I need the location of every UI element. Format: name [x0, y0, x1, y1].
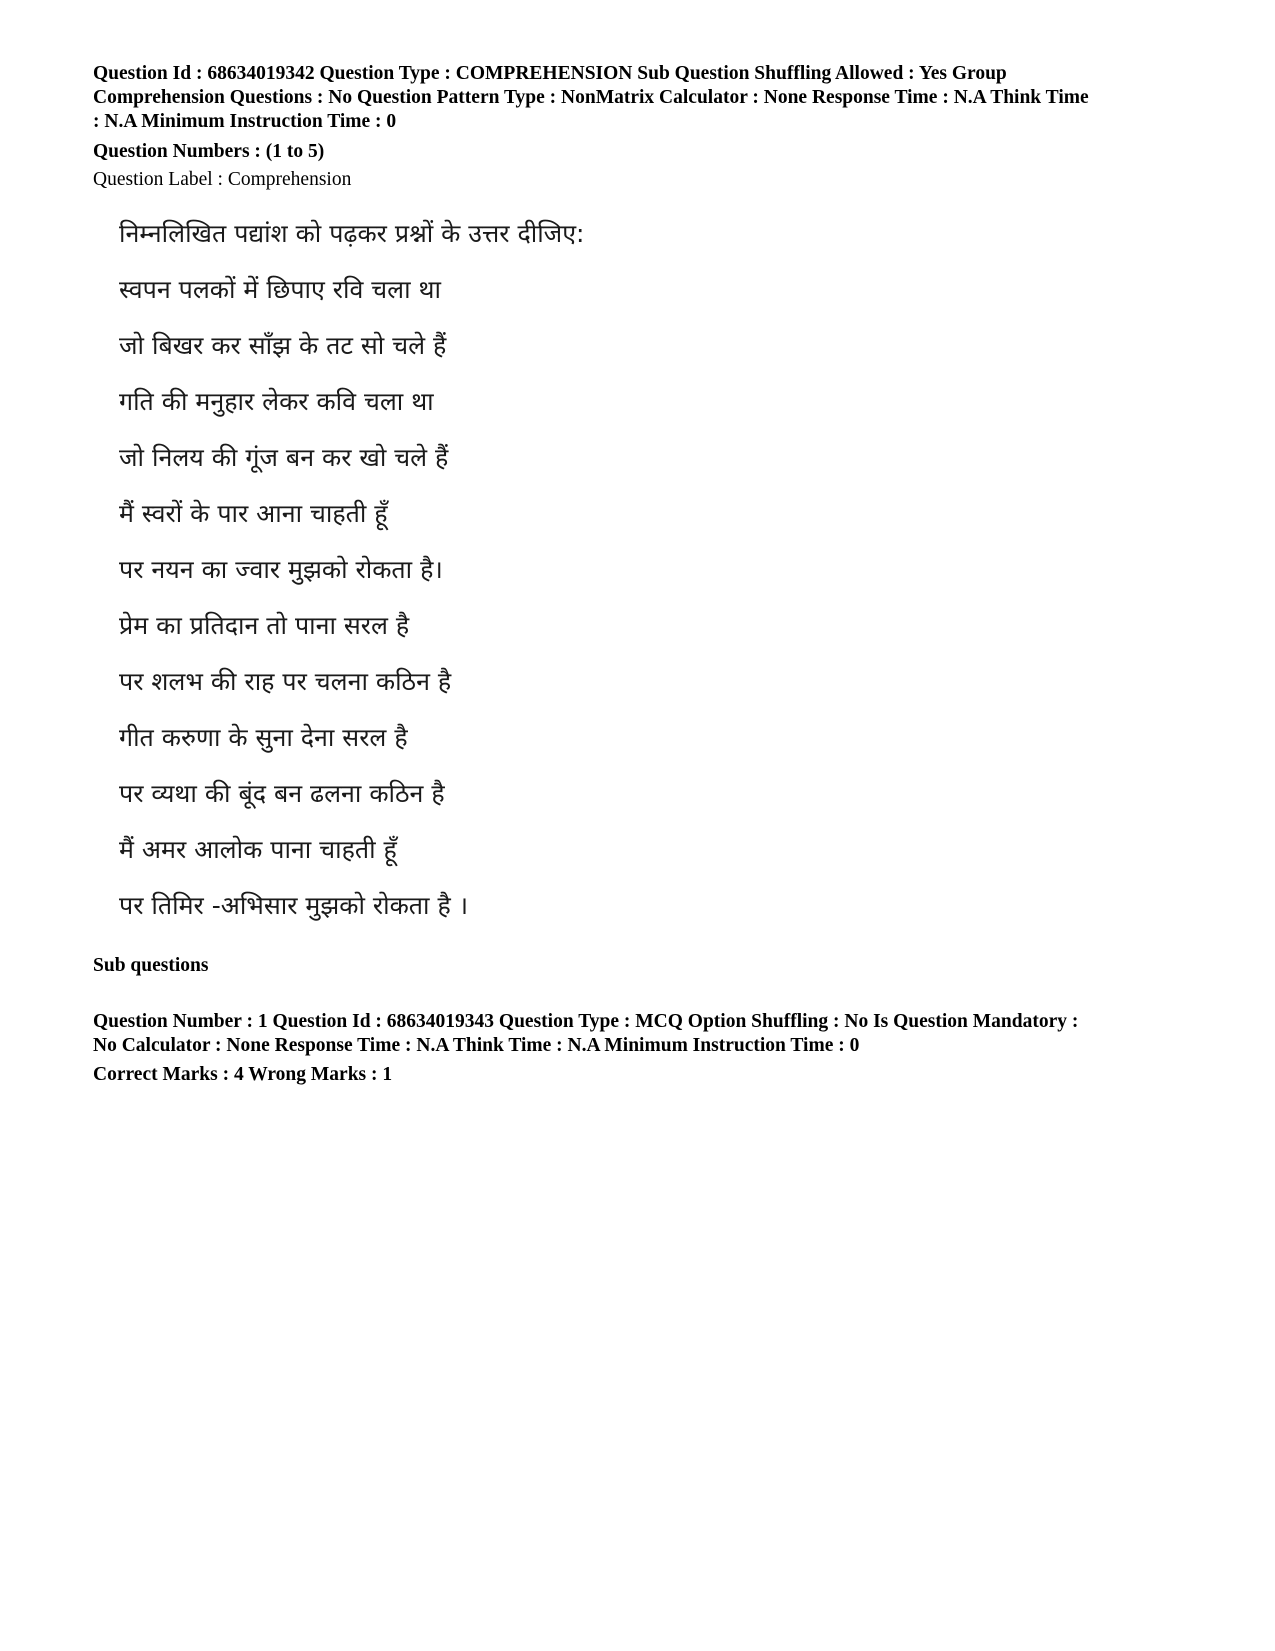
sub-question-meta-line: Question Number : 1 Question Id : 68634019343 Question Type : MCQ Option Shuffling : No Is Question Mandatory : [93, 1011, 1079, 1032]
poem-line: पर व्यथा की बूंद बन ढलना कठिन है [119, 779, 445, 808]
question-label: Question Label : Comprehension [93, 169, 352, 190]
poem-line: पर शलभ की राह पर चलना कठिन है [119, 667, 452, 696]
question-meta [93, 62, 1203, 134]
question-marks: Correct Marks : 4 Wrong Marks : 1 [93, 1064, 393, 1085]
poem-line: पर तिमिर -अभिसार मुझको रोकता है । [119, 891, 469, 920]
poem-passage [119, 214, 1203, 942]
poem-line: जो बिखर कर साँझ के तट सो चले हैं [119, 331, 447, 360]
sub-question-meta [93, 1010, 1203, 1058]
poem-line: जो निलय की गूंज बन कर खो चले हैं [119, 443, 449, 472]
question-numbers: Question Numbers : (1 to 5) [93, 141, 325, 162]
question-meta-line: Question Id : 68634019342 Question Type : COMPREHENSION Sub Question Shuffling Allowed : Yes Group [93, 63, 1007, 84]
poem-line: पर नयन का ज्वार मुझको रोकता है। [119, 555, 443, 584]
sub-questions-heading: Sub questions [93, 955, 209, 976]
poem-line: स्वपन पलकों में छिपाए रवि चला था [119, 275, 442, 304]
sub-question-meta-line: No Calculator : None Response Time : N.A Think Time : N.A Minimum Instruction Time : 0 [93, 1035, 860, 1056]
poem-line: मैं अमर आलोक पाना चाहती हूँ [119, 835, 397, 864]
poem-line: प्रेम का प्रतिदान तो पाना सरल है [119, 611, 410, 640]
question-meta-line: Comprehension Questions : No Question Pattern Type : NonMatrix Calculator : None Response Time : N.A Think Time [93, 87, 1089, 108]
document-page [93, 62, 1203, 1087]
poem-line: गति की मनुहार लेकर कवि चला था [119, 387, 434, 416]
poem-line: मैं स्वरों के पार आना चाहती हूँ [119, 499, 388, 528]
question-meta-line: : N.A Minimum Instruction Time : 0 [93, 111, 397, 132]
poem-instruction: निम्नलिखित पद्यांश को पढ़कर प्रश्नों के उत्तर दीजिए: [119, 219, 585, 248]
poem-line: गीत करुणा के सुना देना सरल है [119, 723, 408, 752]
